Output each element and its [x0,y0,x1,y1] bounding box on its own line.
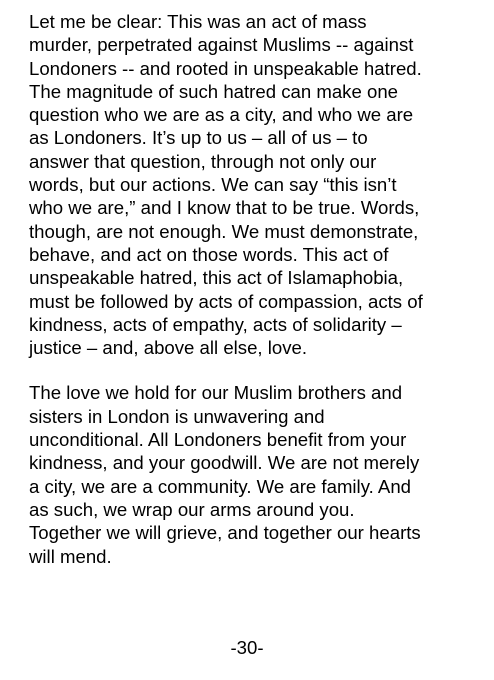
text-line: who we are,” and I know that to be true. Words, [29,197,420,219]
text-line: The love we hold for our Muslim brothers and [29,382,403,404]
text-line: as such, we wrap our arms around you. [29,498,355,520]
text-line: answer that question, through not only our [29,150,377,172]
text-line: murder, perpetrated against Muslims -- against [29,34,414,56]
text-line: The magnitude of such hatred can make one [29,80,399,102]
paragraph-2 [29,381,489,567]
text-line: kindness, acts of empathy, acts of solidarity – [29,313,402,335]
text-line: a city, we are a community. We are family. And [29,475,411,497]
text-line: though, are not enough. We must demonstrate, [29,220,419,242]
text-line: words, but our actions. We can say “this isn’t [29,174,397,196]
text-line: Let me be clear: This was an act of mass [29,11,367,32]
text-line: unconditional. All Londoners benefit from your [29,429,407,451]
text-line: kindness, and your goodwill. We are not merely [29,452,420,474]
text-line: unspeakable hatred, this act of Islamaphobia, [29,267,404,289]
text-line: as Londoners. It’s up to us – all of us – to [29,127,368,149]
text-line: Together we will grieve, and together our hearts [29,522,421,544]
text-line: question who we are as a city, and who we are [29,104,414,126]
paragraph-1 [29,10,489,359]
text-line: Londoners -- and rooted in unspeakable hatred. [29,57,422,79]
text-line: justice – and, above all else, love. [29,337,308,359]
text-line: will mend. [29,545,112,567]
page-number: -30- [230,637,264,658]
text-line: behave, and act on those words. This act of [29,243,389,265]
text-line: must be followed by acts of compassion, acts of [29,290,423,312]
document-page [29,10,489,568]
text-line: sisters in London is unwavering and [29,405,325,427]
